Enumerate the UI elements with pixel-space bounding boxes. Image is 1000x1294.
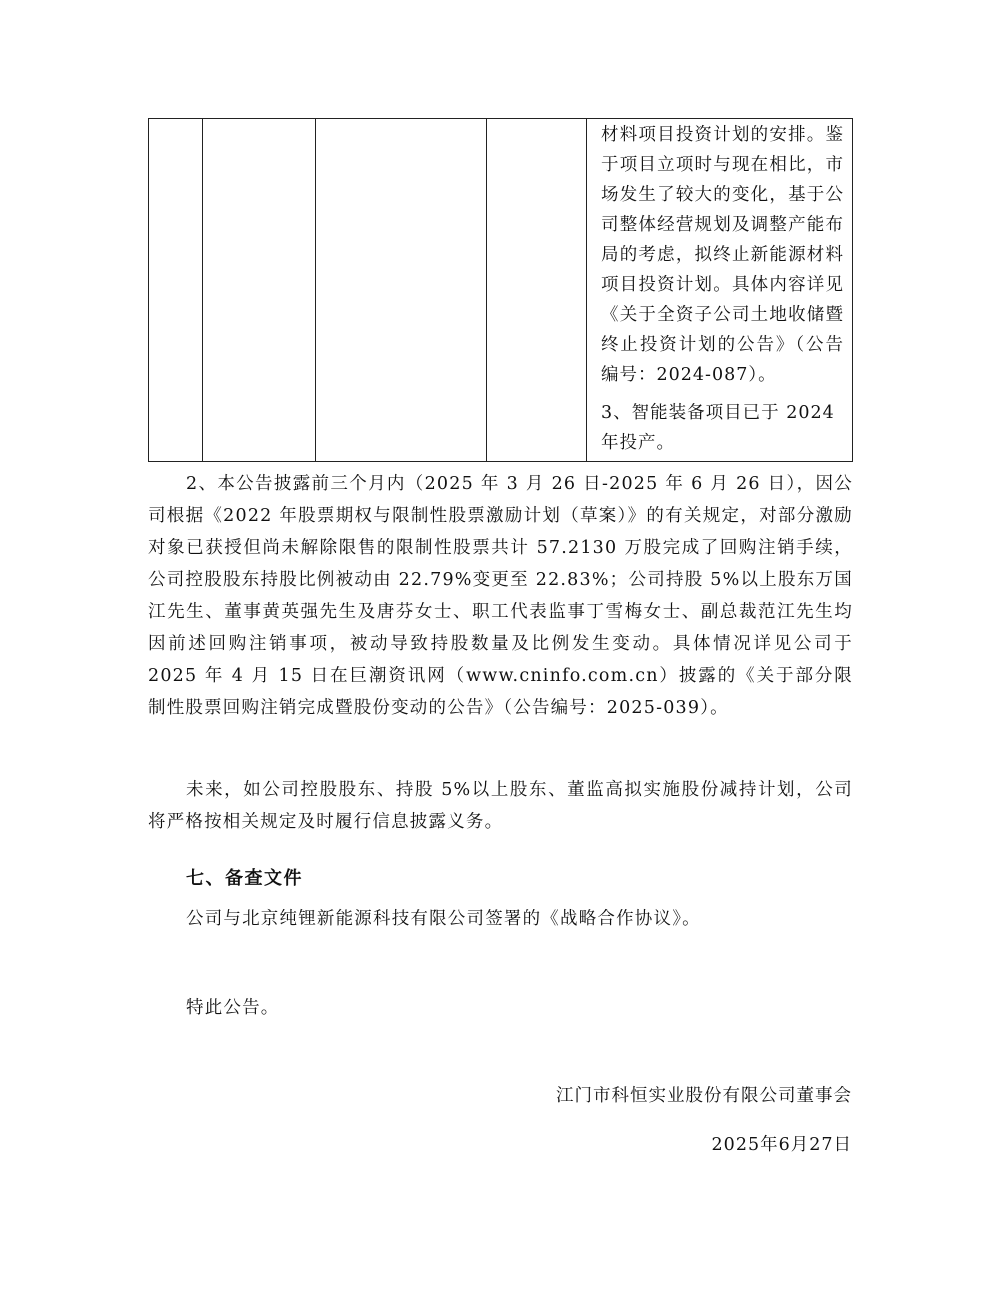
table-cell-empty	[316, 119, 487, 462]
section-7-body: 公司与北京纯锂新能源科技有限公司签署的《战略合作协议》。	[186, 909, 701, 929]
section-7-heading: 七、备查文件	[186, 868, 303, 889]
table-cell-empty	[203, 119, 316, 462]
signer: 江门市科恒实业股份有限公司董事会	[556, 1086, 852, 1106]
table-cell-notes	[587, 119, 853, 462]
date: 2025年6月27日	[711, 1135, 852, 1155]
closing-notice: 特此公告。	[186, 998, 280, 1018]
table-cell-empty	[149, 119, 203, 462]
paragraph-2: 2、本公告披露前三个月内（2025 年 3 月 26 日-2025 年 6 月 26 日），因公司根据《2022 年股票期权与限制性股票激励计划（草案）》的有关规定，对部分激励对象已获授但尚未解除限售的限制性股票共计 57.2130 万股完成了回购注销手续，公司控股股东持股比例被动由 22.79%变更至 22.83%；公司持股 5%以上股东万国江先生、董事黄英强先生及唐芬女士、职工代表监事丁雪梅女士、副总裁范江先生均因前述回购注销事项，被动导致持股数量及比例发生变动。具体情况详见公司于 2025 年 4 月 15 日在巨潮资讯网（www.cninfo.com.cn）披露的《关于部分限制性股票回购注销完成暨股份变动的公告》（公告编号：2025-039）。	[148, 474, 853, 718]
notes-text: 材料项目投资计划的安排。鉴于项目立项时与现在相比，市场发生了较大的变化，基于公司整体经营规划及调整产能布局的考虑，拟终止新能源材料项目投资计划。具体内容详见《关于全资子公司土地收储暨终止投资计划的公告》（公告编号：2024-087）。	[601, 125, 844, 385]
table-row	[149, 119, 853, 462]
continuation-table	[148, 118, 853, 462]
notes-item-3: 3、智能装备项目已于 2024 年投产。	[601, 403, 835, 453]
paragraph-future: 未来，如公司控股股东、持股 5%以上股东、董监高拟实施股份减持计划，公司将严格按相关规定及时履行信息披露义务。	[148, 780, 853, 832]
table-cell-empty	[487, 119, 587, 462]
